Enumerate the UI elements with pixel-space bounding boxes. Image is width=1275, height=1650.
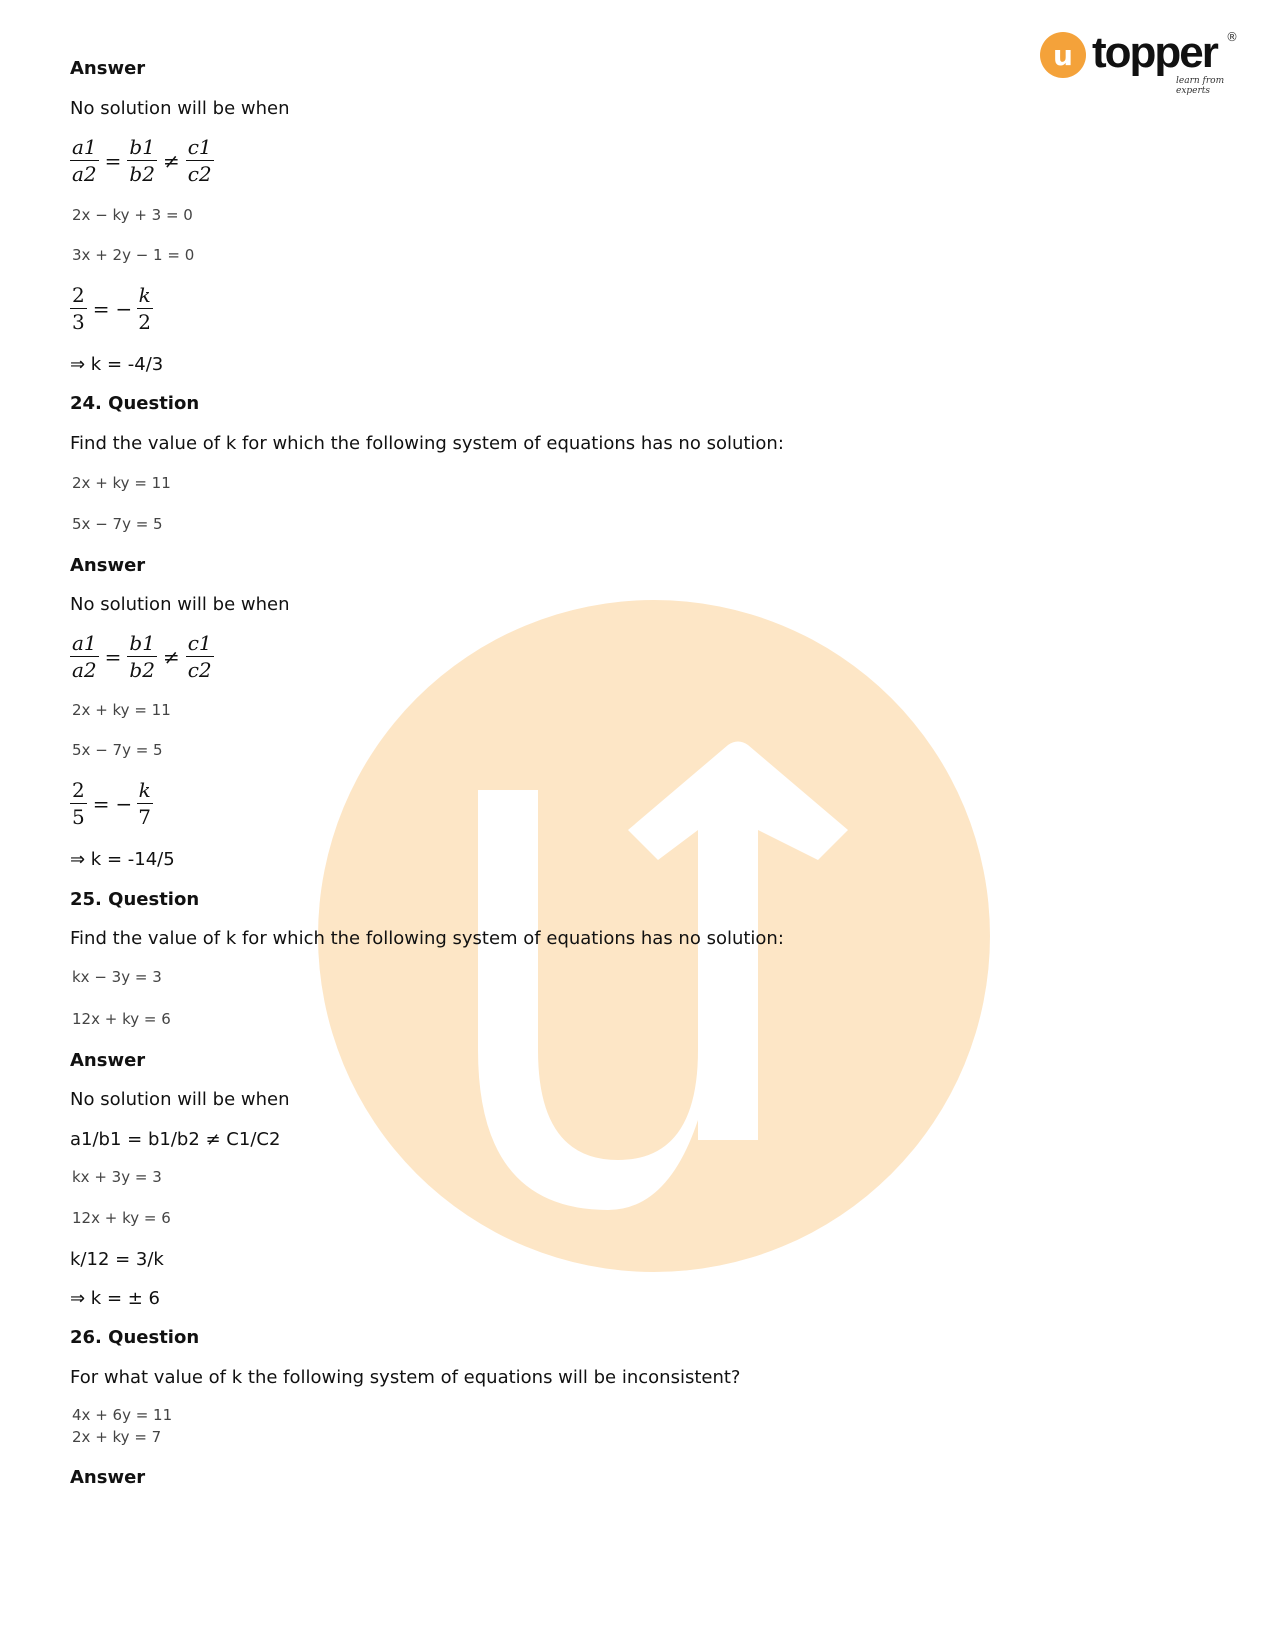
equation: 2x + ky = 11 xyxy=(72,474,171,492)
fraction-num: c1 xyxy=(187,135,212,159)
equation: kx − 3y = 3 xyxy=(72,968,162,986)
question-text: Find the value of k for which the following system of equations has no solution: xyxy=(70,928,784,949)
equals-sign: = xyxy=(104,148,122,173)
fraction-num: c1 xyxy=(187,631,212,655)
fraction-right xyxy=(136,284,153,333)
result-text: ⇒ k = -4/3 xyxy=(70,354,164,375)
fraction-den: c2 xyxy=(187,162,212,186)
fraction-num: 2 xyxy=(72,778,85,802)
fraction-num: b1 xyxy=(129,631,155,655)
fraction-left xyxy=(70,284,87,333)
fraction-den: c2 xyxy=(187,658,212,682)
logo-tagline: learn from experts xyxy=(1176,76,1225,96)
equation: 2x + ky = 7 xyxy=(72,1428,162,1446)
logo-wordmark: topper xyxy=(1092,28,1217,77)
answer-heading: Answer xyxy=(70,1467,146,1488)
equals-sign: = xyxy=(92,296,110,321)
fraction-num: 2 xyxy=(72,283,85,307)
fraction-b xyxy=(127,136,157,185)
equation: 12x + ky = 6 xyxy=(72,1010,171,1028)
answer-heading: Answer xyxy=(70,1050,146,1071)
equation: 4x + 6y = 11 xyxy=(72,1406,173,1424)
question-heading: 24. Question xyxy=(70,393,200,414)
fraction-num: a1 xyxy=(72,631,97,655)
logo-registered-mark: ® xyxy=(1226,30,1238,44)
condition-fraction xyxy=(70,136,214,185)
no-solution-text: No solution will be when xyxy=(70,594,290,615)
brand-logo xyxy=(1040,28,1240,96)
result-text: ⇒ k = -14/5 xyxy=(70,849,175,870)
equation: 12x + ky = 6 xyxy=(72,1209,171,1227)
not-equal-sign: ≠ xyxy=(162,148,180,173)
fraction-num: k xyxy=(138,778,151,802)
fraction-den: a2 xyxy=(72,658,97,682)
not-equal-sign: ≠ xyxy=(162,644,180,669)
equation: 3x + 2y − 1 = 0 xyxy=(72,246,195,264)
fraction-c xyxy=(186,632,214,681)
fraction-b xyxy=(127,632,157,681)
answer-heading: Answer xyxy=(70,58,146,79)
equation: 2x + ky = 11 xyxy=(72,701,171,719)
fraction-a xyxy=(70,136,99,185)
fraction-num: k xyxy=(138,283,151,307)
fraction-num: a1 xyxy=(72,135,97,159)
question-text: For what value of k the following system of equations will be inconsistent? xyxy=(70,1367,741,1388)
fraction-den: 3 xyxy=(72,310,85,334)
condition-text: a1/b1 = b1/b2 ≠ C1/C2 xyxy=(70,1129,281,1150)
ratio-text: k/12 = 3/k xyxy=(70,1249,164,1270)
equals-sign: = xyxy=(104,644,122,669)
fraction-den: 2 xyxy=(138,310,151,334)
equation: 5x − 7y = 5 xyxy=(72,515,163,533)
logo-u-icon: u xyxy=(1040,32,1086,78)
equation: kx + 3y = 3 xyxy=(72,1168,162,1186)
fraction-c xyxy=(186,136,214,185)
fraction-left xyxy=(70,779,87,828)
fraction-den: 5 xyxy=(72,805,85,829)
answer-heading: Answer xyxy=(70,555,146,576)
fraction-right xyxy=(136,779,153,828)
minus-sign: − xyxy=(115,791,133,816)
condition-fraction xyxy=(70,632,214,681)
question-heading: 25. Question xyxy=(70,889,200,910)
ratio-fraction xyxy=(70,284,153,333)
fraction-num: b1 xyxy=(129,135,155,159)
fraction-den: b2 xyxy=(129,658,155,682)
fraction-den: 7 xyxy=(138,805,151,829)
result-text: ⇒ k = ± 6 xyxy=(70,1288,161,1309)
ratio-fraction xyxy=(70,779,153,828)
question-text: Find the value of k for which the following system of equations has no solution: xyxy=(70,433,784,454)
fraction-den: a2 xyxy=(72,162,97,186)
equation: 5x − 7y = 5 xyxy=(72,741,163,759)
minus-sign: − xyxy=(115,296,133,321)
question-heading: 26. Question xyxy=(70,1327,200,1348)
no-solution-text: No solution will be when xyxy=(70,98,290,119)
equation: 2x − ky + 3 = 0 xyxy=(72,206,193,224)
fraction-a xyxy=(70,632,99,681)
equals-sign: = xyxy=(92,791,110,816)
fraction-den: b2 xyxy=(129,162,155,186)
no-solution-text: No solution will be when xyxy=(70,1089,290,1110)
